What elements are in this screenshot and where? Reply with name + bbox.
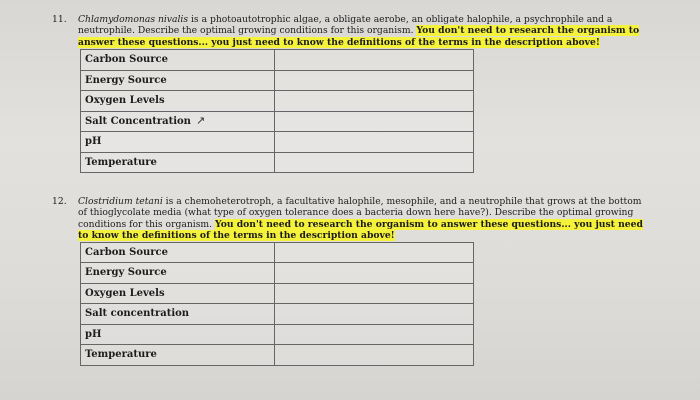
row-label: Energy Source — [81, 263, 275, 284]
table-row — [81, 283, 474, 304]
organism-name: Chlamydomonas nivalis — [78, 14, 189, 25]
table-row — [81, 50, 474, 71]
conditions-table — [80, 242, 474, 366]
question-number: 12. — [52, 196, 67, 207]
conditions-table — [80, 49, 474, 173]
table-row — [81, 91, 474, 112]
answer-cell[interactable] — [274, 50, 473, 71]
question-description: is a photoautotrophic algae, a obligate aerobe, an obligate halophile, a psychrophile and a neutrophile. Describe the optimal growing conditions for this organism. — [78, 14, 613, 37]
row-label: pH — [81, 324, 275, 345]
answer-cell[interactable] — [274, 242, 473, 263]
row-label: Salt concentration — [81, 304, 275, 325]
row-label: Salt Concentration — [81, 111, 275, 132]
table-row — [81, 263, 474, 284]
row-label: Oxygen Levels — [81, 283, 275, 304]
question-text — [78, 14, 652, 48]
table-row — [81, 70, 474, 91]
question-11 — [52, 14, 652, 173]
row-label: Temperature — [81, 152, 275, 173]
row-label: Carbon Source — [81, 50, 275, 71]
question-12 — [52, 196, 652, 366]
table-row — [81, 242, 474, 263]
highlighted-instruction: You don't need to research the organism to answer these questions... you just need to know the definitions of the terms in the description above! — [78, 25, 640, 48]
table-row — [81, 152, 474, 173]
table-row — [81, 324, 474, 345]
question-text — [78, 196, 652, 242]
question-description: is a chemoheterotroph, a facultative halophile, mesophile, and a neutrophile that grows at the bottom of thioglycolate media (what type of oxygen tolerance does a bacteria down here have?). Describe the optimal growing conditions for this organism. — [78, 196, 642, 230]
row-label: Oxygen Levels — [81, 91, 275, 112]
answer-cell[interactable] — [274, 304, 473, 325]
row-label: Energy Source — [81, 70, 275, 91]
table-row — [81, 345, 474, 366]
answer-cell[interactable] — [274, 111, 473, 132]
answer-cell[interactable] — [274, 263, 473, 284]
answer-cell[interactable] — [274, 91, 473, 112]
mouse-cursor-icon: ↗ — [196, 114, 206, 127]
answer-cell[interactable] — [274, 345, 473, 366]
question-number: 11. — [52, 14, 67, 25]
highlighted-instruction: You don't need to research the organism to answer these questions... you just need to know the definitions of the terms in the description above! — [78, 218, 643, 242]
row-label: pH — [81, 132, 275, 153]
answer-cell[interactable] — [274, 283, 473, 304]
answer-cell[interactable] — [274, 70, 473, 91]
row-label: Temperature — [81, 345, 275, 366]
table-row — [81, 304, 474, 325]
answer-cell[interactable] — [274, 324, 473, 345]
organism-name: Clostridium tetani — [78, 196, 163, 207]
table-row — [81, 111, 474, 132]
table-row — [81, 132, 474, 153]
answer-cell[interactable] — [274, 132, 473, 153]
answer-cell[interactable] — [274, 152, 473, 173]
row-label: Carbon Source — [81, 242, 275, 263]
